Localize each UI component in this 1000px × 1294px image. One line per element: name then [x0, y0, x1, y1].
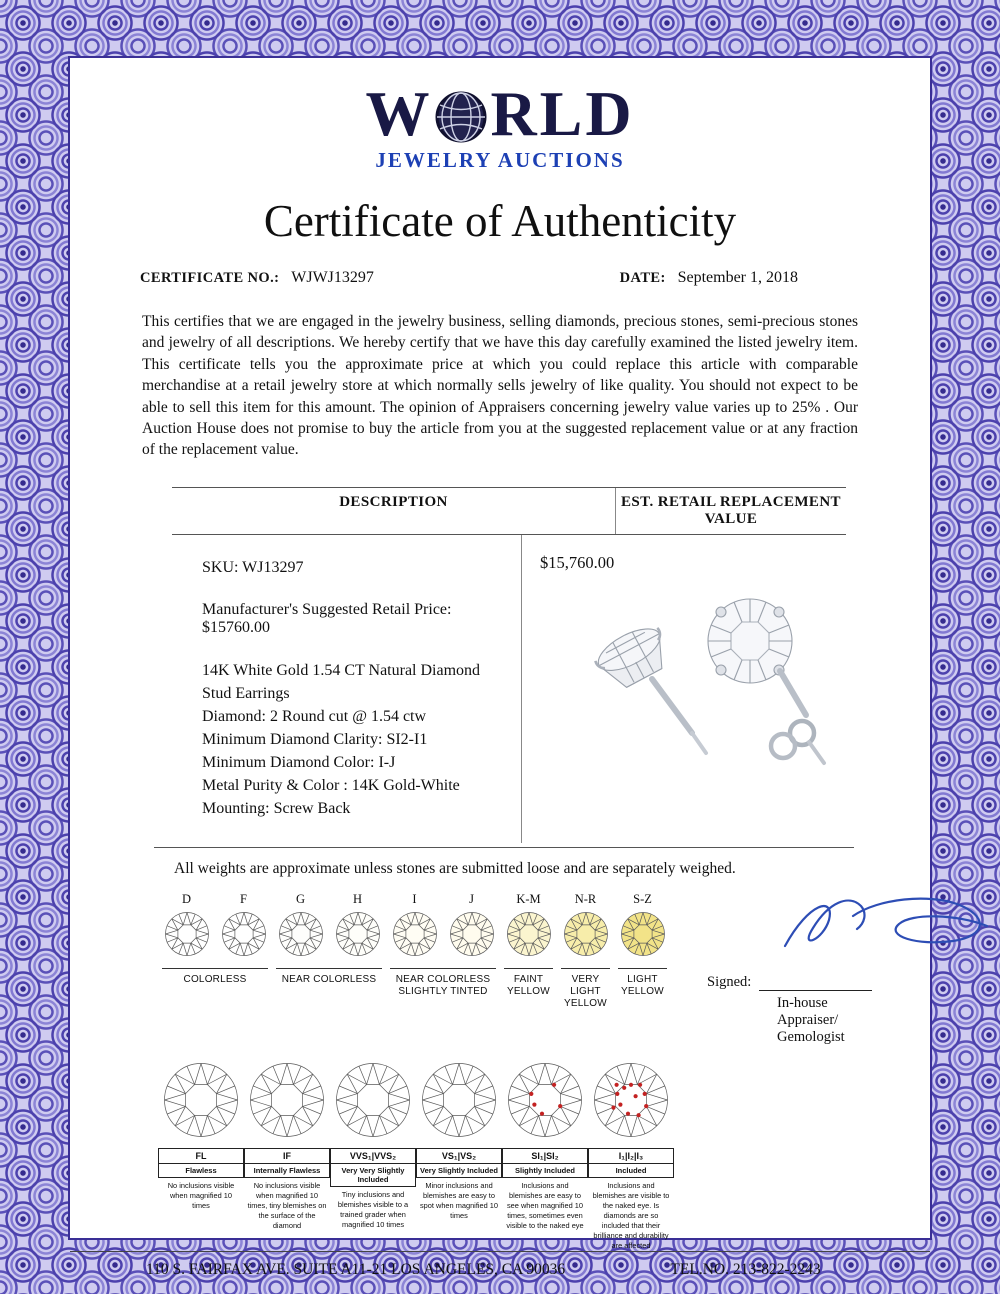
description-line: Metal Purity & Color : 14K Gold-White: [202, 776, 460, 794]
logo-wordmark: [365, 78, 635, 149]
clarity-column: [244, 1062, 330, 1231]
valuation-table-header: [172, 487, 846, 535]
clarity-grade: I₁|I₂|I₃: [588, 1148, 674, 1164]
certification-paragraph: This certifies that we are engaged in the jewelry business, selling diamonds, precious stones, semi-precious stones and jewelry of all descriptions. We hereby certify that we have this day carefully examined the listed jewelry item. This certificate tells you the approximate price at which you could replace this article with comparable merchandise at a retail jewelry store at which normally sells jewelry of like quality. You should not expect to be able to sell this item for this amount. The opinion of Appraisers concerning jewelry value varies up to 25% . Our Auction House does not promise to buy the article from you at the suggested replacement value or at any fraction of the replacement value.: [142, 313, 858, 459]
signed-label: Signed:: [707, 973, 752, 990]
certificate-content: [68, 56, 932, 1278]
clarity-name: Included: [588, 1164, 674, 1178]
clarity-column: [416, 1062, 502, 1221]
weights-note: All weights are approximate unless stones are submitted loose and are separately weighed.: [174, 859, 736, 877]
color-grade-diamond: [443, 911, 500, 962]
clarity-grade: VS₁|VS₂: [416, 1148, 502, 1164]
color-grade-diamond: [329, 911, 386, 962]
color-group-label: LIGHT YELLOW: [621, 973, 664, 997]
clarity-diamond: [507, 1062, 583, 1143]
clarity-diamond: [335, 1062, 411, 1143]
color-grade-diamond: [158, 911, 215, 962]
color-grade-diamond: [272, 911, 329, 962]
valuation-table: [172, 487, 846, 843]
color-grade-label: H: [352, 891, 363, 906]
clarity-description: Inclusions and blemishes are easy to see when magnified 10 times, sometimes even visible to the naked eye: [506, 1180, 584, 1230]
color-grade-label: F: [240, 891, 247, 906]
certificate-number-label: CERTIFICATE NO.:: [140, 270, 280, 286]
clarity-name: Slightly Included: [502, 1164, 588, 1178]
certificate-meta: [128, 269, 872, 287]
clarity-diamond: [163, 1062, 239, 1143]
clarity-name: Flawless: [158, 1164, 244, 1178]
description-line: Diamond: 2 Round cut @ 1.54 ctw: [202, 707, 427, 725]
clarity-grade: VVS₁|VVS₂: [330, 1148, 416, 1164]
color-group-label: VERY LIGHT YELLOW: [564, 973, 607, 1009]
date-label: DATE:: [619, 270, 666, 286]
color-grade-letters: [158, 892, 683, 911]
section-divider: [154, 847, 854, 848]
color-group-label: NEAR COLORLESS: [281, 973, 377, 985]
clarity-columns: [158, 1062, 872, 1251]
clarity-description: No inclusions visible when magnified 10 times: [167, 1180, 235, 1210]
color-group-label: COLORLESS: [183, 973, 247, 985]
clarity-column: [158, 1062, 244, 1211]
signature-block: [707, 892, 872, 1046]
clarity-column: [502, 1062, 588, 1231]
color-grade-diamond: [557, 911, 614, 962]
color-grade-label: N-R: [574, 891, 597, 906]
footer: [70, 1251, 930, 1285]
value-cell: [521, 535, 846, 843]
signature-ink: [761, 886, 1000, 972]
logo-word-prefix: W: [365, 78, 433, 149]
color-group-bracket: [276, 968, 382, 969]
description-line: 14K White Gold 1.54 CT Natural Diamond Stud Earrings: [202, 661, 481, 702]
date-value: September 1, 2018: [677, 269, 798, 286]
sku-line: SKU: WJ13297: [202, 558, 304, 576]
color-grade-diamond: [386, 911, 443, 962]
logo: [128, 78, 872, 173]
color-grade-diamond: [215, 911, 272, 962]
earrings-image: [540, 575, 840, 803]
clarity-name: Very Slightly Included: [416, 1164, 502, 1178]
product-photo: [540, 575, 840, 808]
color-grade-label: K-M: [516, 891, 541, 906]
clarity-diamond: [593, 1062, 669, 1143]
description-lines: [202, 659, 513, 820]
logo-subtitle: JEWELRY AUCTIONS: [375, 148, 625, 172]
color-grade-label: J: [469, 891, 474, 906]
retail-value: $15,760.00: [540, 552, 615, 572]
color-group-label: NEAR COLORLESS SLIGHTLY TINTED: [395, 973, 491, 997]
clarity-description: Tiny inclusions and blemishes visible to a trained grader when magnified 10 times: [337, 1189, 409, 1229]
color-grade-groups: [158, 968, 683, 1010]
certificate-date-group: [620, 269, 798, 287]
footer-telephone: TEL.NO. 213-822-2243: [670, 1260, 821, 1278]
color-group-label: FAINT YELLOW: [507, 973, 550, 997]
description-line: Minimum Diamond Clarity: SI2-I1: [202, 730, 428, 748]
diamond-color-chart: [158, 892, 683, 1046]
color-group-bracket: [561, 968, 610, 969]
clarity-grade: SI₁|SI₂: [502, 1148, 588, 1164]
signer-title: In-house Appraiser/ Gemologist: [777, 994, 845, 1045]
globe-icon: [434, 90, 488, 144]
description-line: Mounting: Screw Back: [202, 799, 351, 817]
certificate-title: Certificate of Authenticity: [263, 196, 737, 246]
diamond-clarity-chart: [158, 1062, 872, 1251]
description-header: DESCRIPTION: [339, 493, 448, 510]
color-group-bracket: [390, 968, 496, 969]
color-group-bracket: [504, 968, 553, 969]
color-group-bracket: [618, 968, 667, 969]
certificate-number-value: WJWJ13297: [291, 269, 374, 286]
valuation-table-body: [172, 535, 846, 843]
msrp-line: Manufacturer's Suggested Retail Price: $15760.00: [202, 600, 452, 636]
description-cell: [172, 535, 521, 843]
clarity-grade: IF: [244, 1148, 330, 1164]
color-grade-label: S-Z: [633, 891, 652, 906]
clarity-description: Inclusions and blemishes are visible to the naked eye. Is diamonds are so included that their brilliance and durability are affected: [592, 1180, 670, 1250]
clarity-diamond: [249, 1062, 325, 1143]
color-grade-diamond: [614, 911, 671, 962]
color-group: [557, 968, 614, 1010]
clarity-description: No inclusions visible when magnified 10 times, tiny blemishes on the surface of the diamond: [247, 1180, 327, 1230]
color-group: [158, 968, 272, 1010]
signature-line-row: [707, 974, 872, 991]
clarity-grade: FL: [158, 1148, 244, 1164]
logo-word-suffix: RLD: [490, 78, 635, 149]
description-line: Minimum Diamond Color: I-J: [202, 753, 396, 771]
color-group: [500, 968, 557, 1010]
clarity-description: Minor inclusions and blemishes are easy to spot when magnified 10 times: [419, 1180, 499, 1220]
color-grade-circles: [158, 911, 683, 962]
value-header: EST. RETAIL REPLACEMENT VALUE: [615, 488, 846, 534]
color-group-bracket: [162, 968, 268, 969]
color-group: [386, 968, 500, 1010]
clarity-column: [588, 1062, 674, 1251]
footer-address: 110 S. FAIRFAX AVE. SUITE A11-21 LOS ANGELES, CA 90036: [145, 1260, 566, 1278]
signature-line: [759, 990, 872, 991]
clarity-column: [330, 1062, 416, 1230]
clarity-name: Very Very Slightly Included: [330, 1164, 416, 1187]
certificate-number-group: [140, 269, 374, 287]
color-group: [272, 968, 386, 1010]
color-and-signature-row: [158, 892, 872, 1046]
color-grade-label: I: [412, 891, 417, 906]
color-grade-label: G: [295, 891, 306, 906]
clarity-diamond: [421, 1062, 497, 1143]
color-group: [614, 968, 671, 1010]
clarity-name: Internally Flawless: [244, 1164, 330, 1178]
color-grade-diamond: [500, 911, 557, 962]
color-grade-label: D: [181, 891, 192, 906]
